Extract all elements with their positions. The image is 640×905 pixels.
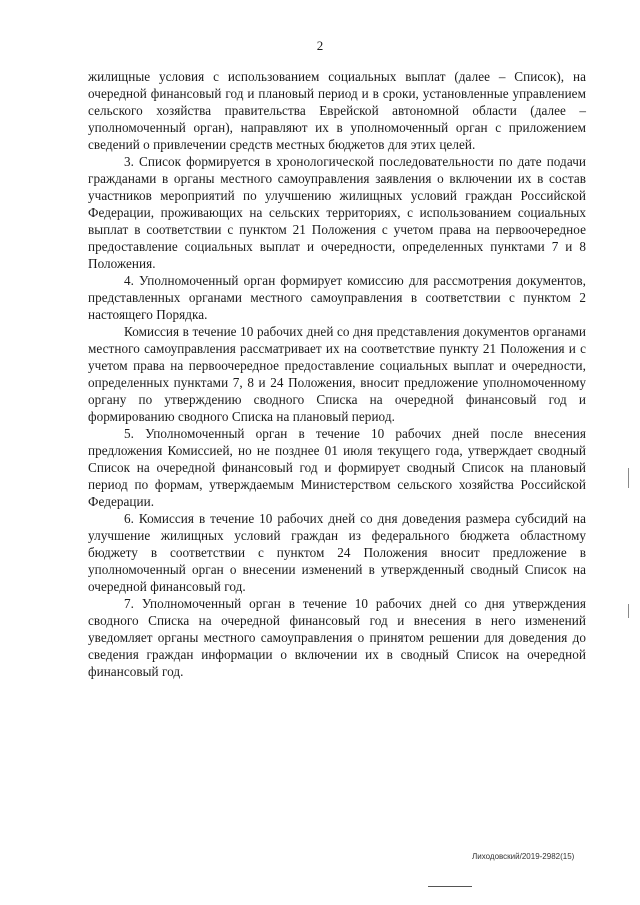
paragraph-item-6: 6. Комиссия в течение 10 рабочих дней со дня доведения размера субсидий на улучшение жилищных условий граждан из федерального бюджета областному бюджету в соответствии с пунктом 24 Положения вносит предложение в уполномоченный орган о внесении изменений в утвержденный сводный Список на очередной финансовый год. [88,511,586,594]
scan-artifact-mark [628,604,629,618]
paragraph-item-4: 4. Уполномоченный орган формирует комиссию для рассмотрения документов, представленных органами местного самоуправления в соответствии с пунктом 2 настоящего Порядка. [88,273,586,322]
footer-divider [428,886,472,887]
scan-artifact-mark [628,468,629,488]
page-number: 2 [316,38,324,53]
paragraph-item-3: 3. Список формируется в хронологической последовательности по дате подачи гражданами в органы местного самоуправления заявления о включении их в состав участников мероприятий по улучшению жилищных условий граждан Российской Федерации, проживающих на сельских территориях, с использованием социальных выплат в соответствии с пунктом 21 Положения с учетом права на первоочередное предоставление социальных выплат и очередности, определенных пунктами 7 и 8 Положения. [88,154,586,271]
document-registration-code: Лиходовский/2019-2982(15) [472,852,575,861]
document-body [88,68,586,680]
paragraph-item-7: 7. Уполномоченный орган в течение 10 рабочих дней со дня утверждения сводного Списка на очередной финансовый год и внесения в него изменений уведомляет органы местного самоуправления о принятом решении для доведения до сведения граждан информации о включении их в сводный Список на очередной финансовый год. [88,596,586,679]
paragraph-commission: Комиссия в течение 10 рабочих дней со дня представления документов органами местного самоуправления рассматривает их на соответствие пункту 21 Положения и с учетом права на первоочередное предоставление социальных выплат и очередности, определенных пунктами 7, 8 и 24 Положения, вносит предложение уполномоченному органу по утверждению сводного Списка на очередной финансовый год и формированию сводного Списка на плановый период. [88,324,586,424]
paragraph-item-5: 5. Уполномоченный орган в течение 10 рабочих дней после внесения предложения Комиссией, но не позднее 01 июля текущего года, утверждает сводный Список на очередной финансовый год и формирует сводный Список на плановый период по формам, утверждаемым Министерством сельского хозяйства Российской Федерации. [88,426,586,509]
paragraph-continuation: жилищные условия с использованием социальных выплат (далее – Список), на очередной финансовый год и плановый период и в сроки, установленные управлением сельского хозяйства правительства Еврейской автономной области (далее – уполномоченный орган), направляют их в уполномоченный орган с приложением сведений о привлечении средств местных бюджетов для этих целей. [88,69,586,152]
